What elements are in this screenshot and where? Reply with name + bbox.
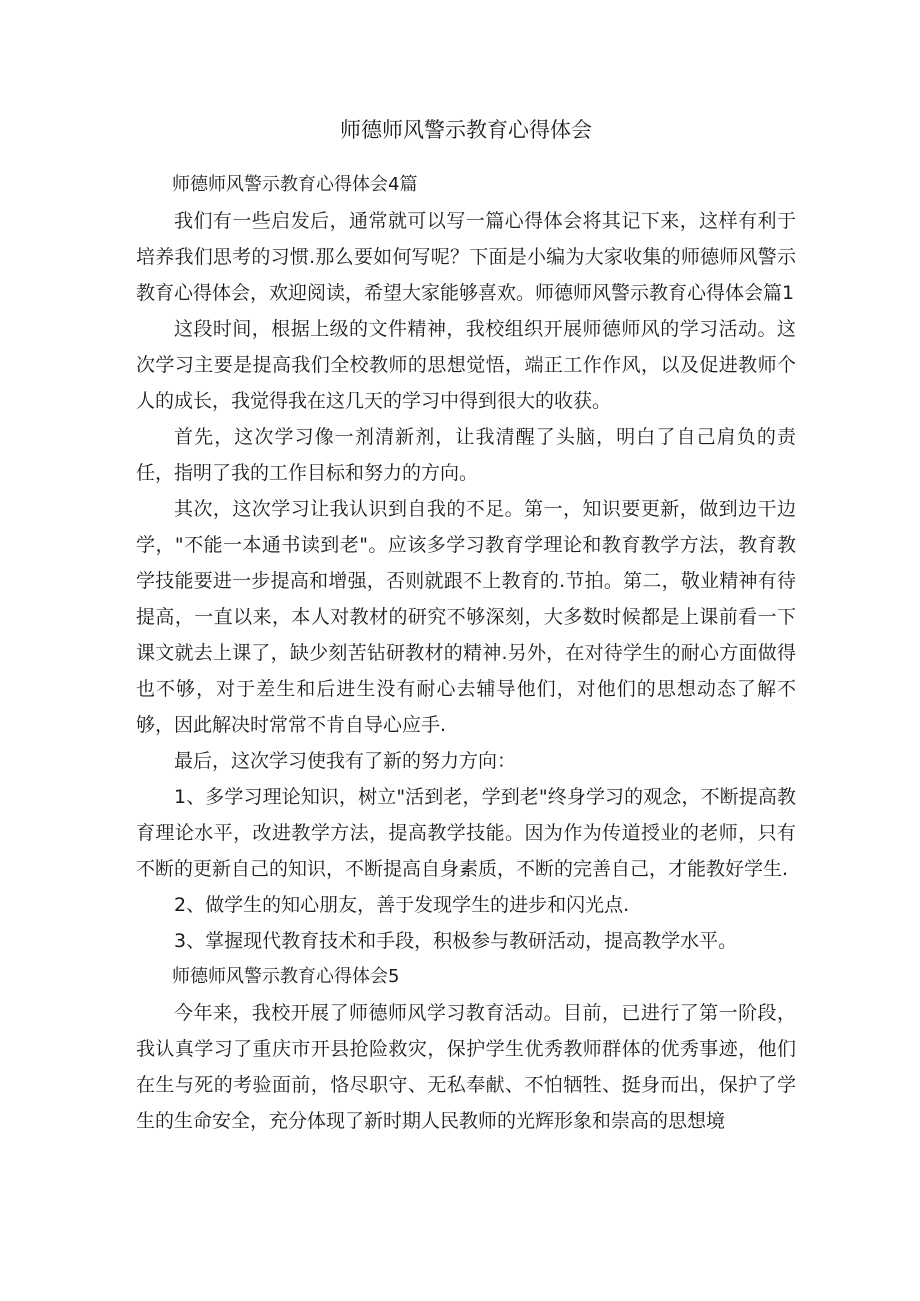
- list-item: 2、做学生的知心朋友，善于发现学生的进步和闪光点.: [174, 894, 630, 916]
- list-item: 3、掌握现代教育技术和手段，积极参与教研活动，提高教学水平。: [174, 930, 738, 952]
- body-paragraph: 首先，这次学习像一剂清新剂，让我清醒了头脑，明白了自己肩负的责任，指明了我的工作目标和努力的方向。: [136, 426, 796, 484]
- body-paragraph: 其次，这次学习让我认识到自我的不足。第一，知识要更新，做到边干边学，"不能一本通书读到老"。应该多学习教育学理论和教育教学方法，教育教学技能要进一步提高和增强，否则就跟不上教育的.节拍。第二，敬业精神有待提高，一直以来，本人对教材的研究不够深刻，大多数时候都是上课前看一下课文就去上课了，缺少刻苦钻研教材的精神.另外，在对待学生的耐心方面做得也不够，对于差生和后进生没有耐心去辅导他们，对他们的思想动态了解不够，因此解决时常常不肯自导心应手.: [136, 498, 796, 736]
- list-item: 1、多学习理论知识，树立"活到老，学到老"终身学习的观念，不断提高教育理论水平，改进教学方法，提高教学技能。因为作为传道授业的老师，只有不断的更新自己的知识，不断提高自身素质，不断的完善自己，才能教好学生.: [136, 786, 796, 880]
- document-page: [136, 110, 796, 1139]
- body-paragraph: 最后，这次学习使我有了新的努力方向：: [174, 750, 517, 772]
- section-heading: 师德师风警示教育心得体会5: [172, 966, 400, 987]
- subtitle-line: 师德师风警示教育心得体会4篇: [172, 174, 418, 195]
- body-paragraph: 这段时间，根据上级的文件精神，我校组织开展师德师风的学习活动。这次学习主要是提高我们全校教师的思想觉悟，端正工作作风，以及促进教师个人的成长，我觉得我在这几天的学习中得到很大的收获。: [136, 318, 796, 412]
- document-title: 师德师风警示教育心得体会: [340, 118, 592, 142]
- body-paragraph: 今年来，我校开展了师德师风学习教育活动。目前，已进行了第一阶段，我认真学习了重庆市开县抢险救灾，保护学生优秀教师群体的优秀事迹，他们在生与死的考验面前，恪尽职守、无私奉献、不怕牺牲、挺身而出，保护了学生的生命安全，充分体现了新时期人民教师的光辉形象和崇高的思想境: [136, 1002, 796, 1132]
- intro-paragraph: 我们有一些启发后，通常就可以写一篇心得体会将其记下来，这样有利于培养我们思考的习惯.那么要如何写呢？下面是小编为大家收集的师德师风警示教育心得体会，欢迎阅读，希望大家能够喜欢。师德师风警示教育心得体会篇1: [136, 210, 796, 304]
